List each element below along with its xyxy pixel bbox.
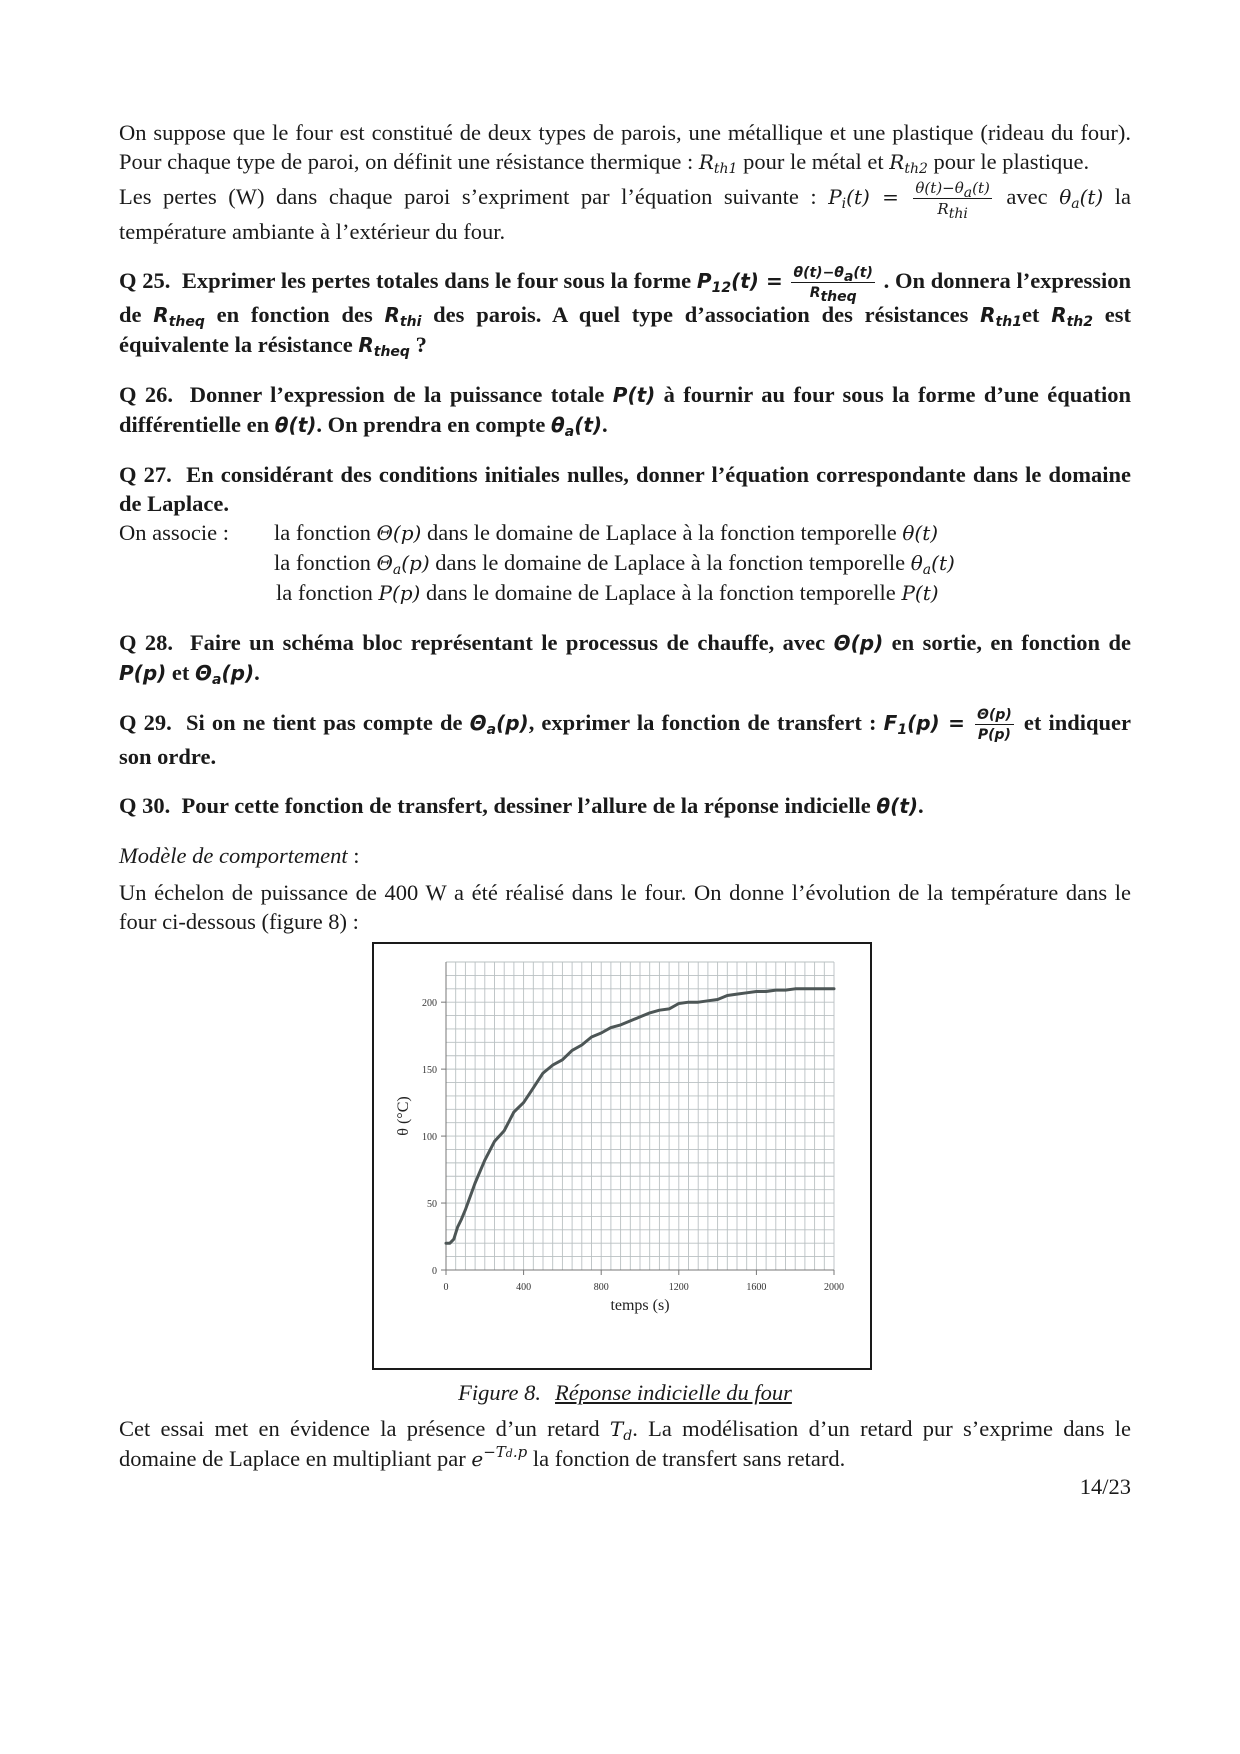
x-tick-label: 2000 xyxy=(824,1282,844,1293)
y-tick-label: 0 xyxy=(432,1266,437,1277)
question-label: Q 27. xyxy=(119,462,172,487)
math-pi-t: $P_i(t)$ = xyxy=(828,185,899,213)
y-tick-label: 50 xyxy=(427,1199,437,1211)
x-tick-label: 1200 xyxy=(668,1282,689,1293)
figure-8-chart xyxy=(372,942,872,1370)
x-tick-label: 400 xyxy=(516,1282,532,1293)
y-tick-label: 150 xyxy=(422,1065,437,1077)
question-29: Q 29. Si on ne tient pas compte de $\Theta_a(p)$, exprimer la fonction de transfert : $F_1(p)$ = $\frac{\Theta(p)}{P(p)}$ et indiquer son ordre. xyxy=(119,707,1132,769)
question-label: Q 25. xyxy=(119,268,171,294)
question-27: Q 27. En considérant des conditions initiales nulles, donner l’équation correspondante dans le domaine de Laplace. xyxy=(119,462,1131,516)
laplace-associations: On associe : la fonction Θ(p) dans le domaine de Laplace à la fonction temporelle θ(t) la fonction $\Theta_a(p)$ dans le domaine de Laplace à la fonction temporelle $\theta_a(t)$ la fonction P(p) dans le domaine de Laplace à la fonction temporelle P(t) xyxy=(119,518,1131,608)
page-number: 14/23 xyxy=(1079,1474,1131,1499)
x-tick-label: 0 xyxy=(443,1282,449,1293)
question-label: Q 26. xyxy=(119,382,173,407)
question-30: Q 30. Pour cette fonction de transfert, dessiner l’allure de la réponse indicielle θ(t). xyxy=(119,793,924,818)
association-theta: la fonction Θ(p) dans le domaine de Laplace à la fonction temporelle θ(t) xyxy=(274,520,939,545)
math-rth2: $R_{th2}$ xyxy=(889,150,928,177)
fraction-transfer: $\frac{\Theta(p)}{P(p)}$ xyxy=(977,707,1012,743)
y-tick-label: 200 xyxy=(422,998,437,1010)
association-power: la fonction P(p) dans le domaine de Laplace à la fonction temporelle P(t) xyxy=(276,580,939,605)
closing-paragraph: Cet essai met en évidence la présence d’un retard $T_d$. La modélisation d’un retard pur s’exprime dans le domaine de Laplace en multipliant par $e^{-Td.p}$ la fonction de transfert sans retard. xyxy=(119,1416,1132,1471)
math-rth1: $R_{th1}$ xyxy=(698,150,738,177)
association-theta-a: la fonction $\Theta_a(p)$ dans le domaine de Laplace à la fonction temporelle $\theta_a(t)$ xyxy=(274,550,955,578)
intro-paragraph-2: Les pertes (W) dans chaque paroi s’expriment par l’équation suivante : $P_i(t)$ = $\frac{\theta(t)-\theta_a(t)}{R_{thi}}$ avec $\theta_a(t)$ la température ambiante à l’extérieur du four. xyxy=(119,179,1132,244)
step-response-chart xyxy=(374,944,870,1368)
x-axis-label: temps (s) xyxy=(610,1297,670,1314)
y-axis-label: θ (°C) xyxy=(395,1096,412,1136)
question-label: Q 29. xyxy=(119,710,172,736)
math-theta-a-t: $\theta_a(t)$ xyxy=(1059,185,1104,213)
page-content xyxy=(119,118,1132,1499)
question-label: Q 30. xyxy=(119,793,171,818)
model-paragraph: Un échelon de puissance de 400 W a été réalisé dans le four. On donne l’évolution de la température dans le four ci-dessous (figure 8) : xyxy=(119,880,1131,934)
fraction-total-losses: $\frac{\theta(t)-\theta_a(t)}{R_{theq}}$ xyxy=(793,265,873,305)
x-tick-label: 800 xyxy=(593,1282,609,1293)
question-28: Q 28. Faire un schéma bloc représentant le processus de chauffe, avec Θ(p) en sortie, en fonction de P(p) et $\Theta_a(p)$. xyxy=(119,630,1131,688)
fraction-losses: $\frac{\theta(t)-\theta_a(t)}{R_{thi}}$ xyxy=(915,179,990,222)
question-25: Q 25. Exprimer les pertes totales dans le four sous la forme $P_{12}(t)$ = $\frac{\theta(t)-\theta_a(t)}{R_{theq}}$ . On donnera l’expression de $R_{theq}$ en fonction des $R_{thi}$ des parois. A quel type d’association des résistances $R_{th1}et$ $R_{th2}$ est équivalente la résistance $R_{theq}$ ? xyxy=(119,265,1132,360)
question-26: Q 26. Donner l’expression de la puissance totale P(t) à fournir au four sous la forme d’une équation différentielle en θ(t). On prendra en compte $\theta_a(t)$. xyxy=(119,382,1131,440)
y-tick-label: 100 xyxy=(422,1132,437,1144)
question-label: Q 28. xyxy=(119,630,174,655)
intro-paragraph-1: On suppose que le four est constitué de deux types de parois, une métallique et une plastique (rideau du four). Pour chaque type de paroi, on définit une résistance thermique : $R_{th1}$ pour le métal et $R_{th2}$ pour le plastique. xyxy=(119,120,1131,177)
x-tick-label: 1600 xyxy=(746,1282,767,1293)
figure-caption: Figure 8. Réponse indicielle du four xyxy=(458,1380,792,1405)
model-heading: Modèle de comportement : xyxy=(119,843,360,868)
